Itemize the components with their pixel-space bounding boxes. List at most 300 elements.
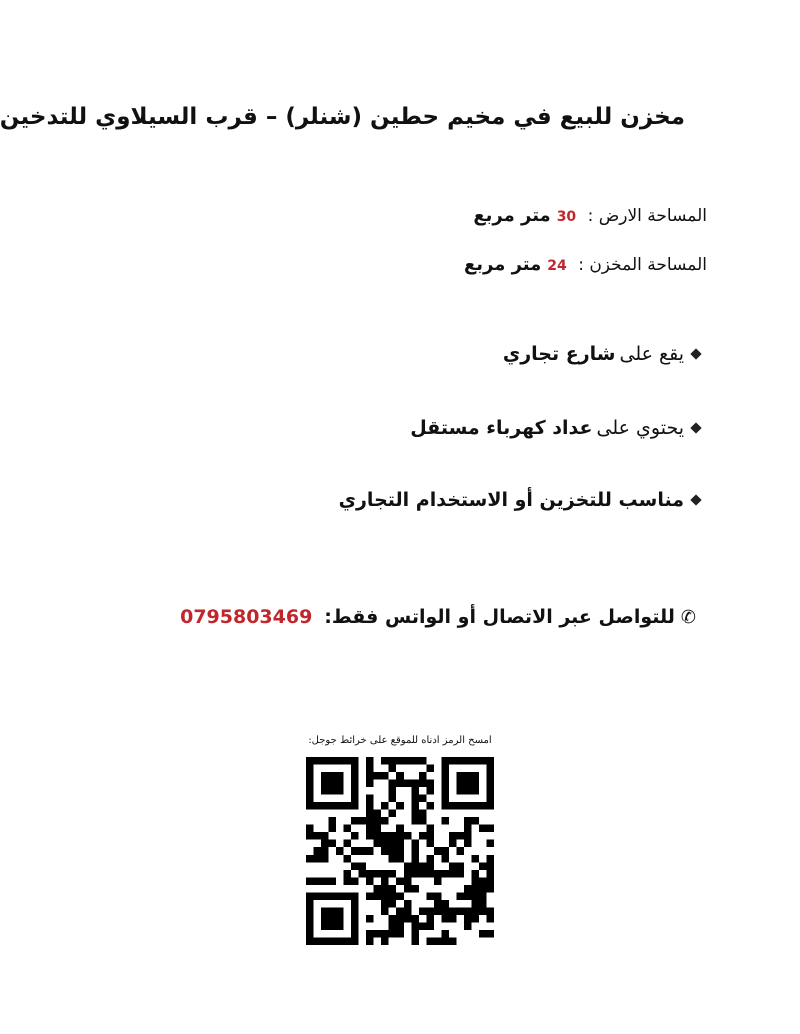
qr-module (471, 817, 479, 825)
qr-module (329, 907, 337, 915)
qr-module (426, 787, 434, 795)
qr-module (351, 832, 359, 840)
qr-module (351, 780, 359, 788)
qr-module (471, 772, 479, 780)
feature-text-bold: شارع تجاري (502, 343, 616, 365)
qr-module (336, 915, 344, 923)
qr-module (471, 885, 479, 893)
qr-module (426, 802, 434, 810)
qr-module (419, 795, 427, 803)
qr-module (411, 817, 419, 825)
qr-module (374, 832, 382, 840)
qr-module (314, 847, 322, 855)
qr-module (441, 847, 449, 855)
qr-module (381, 877, 389, 885)
qr-module (306, 930, 314, 938)
qr-module (374, 885, 382, 893)
spec-value: 24 (547, 258, 567, 274)
qr-module (314, 855, 322, 863)
qr-module (329, 802, 337, 810)
qr-module (396, 892, 404, 900)
qr-module (389, 915, 397, 923)
qr-module (359, 817, 367, 825)
qr-module (321, 802, 329, 810)
qr-module (389, 930, 397, 938)
qr-module (351, 757, 359, 765)
qr-module (434, 847, 442, 855)
qr-module (464, 892, 472, 900)
qr-module (366, 802, 374, 810)
qr-module (426, 862, 434, 870)
qr-module (396, 825, 404, 833)
qr-module (396, 802, 404, 810)
qr-module (329, 757, 337, 765)
qr-module (411, 930, 419, 938)
qr-module (464, 772, 472, 780)
qr-module (479, 802, 487, 810)
qr-module (434, 870, 442, 878)
qr-module (456, 772, 464, 780)
qr-module (374, 892, 382, 900)
qr-module (321, 772, 329, 780)
qr-module (389, 922, 397, 930)
qr-module (441, 802, 449, 810)
qr-module (449, 870, 457, 878)
qr-module (321, 757, 329, 765)
qr-module (471, 780, 479, 788)
qr-module (396, 757, 404, 765)
qr-module (441, 930, 449, 938)
qr-module (479, 885, 487, 893)
qr-module (486, 840, 494, 848)
qr-module (434, 937, 442, 945)
qr-module (336, 787, 344, 795)
qr-module (464, 817, 472, 825)
qr-module (336, 937, 344, 945)
qr-module (449, 937, 457, 945)
feature-text-bold: عداد كهرباء مستقل (410, 417, 593, 439)
qr-module (381, 892, 389, 900)
qr-module (389, 810, 397, 818)
qr-module (441, 780, 449, 788)
qr-module (351, 847, 359, 855)
qr-module (479, 892, 487, 900)
qr-module (306, 937, 314, 945)
qr-module (479, 757, 487, 765)
qr-module (344, 802, 352, 810)
qr-module (314, 937, 322, 945)
qr-module (306, 922, 314, 930)
diamond-bullet-icon (690, 348, 701, 359)
spec-label: المساحة المخزن : (578, 255, 707, 275)
qr-module (486, 772, 494, 780)
qr-module (456, 907, 464, 915)
qr-module (359, 862, 367, 870)
qr-module (486, 870, 494, 878)
qr-module (389, 847, 397, 855)
qr-module (411, 922, 419, 930)
qr-module (464, 825, 472, 833)
qr-module (306, 802, 314, 810)
qr-module (351, 817, 359, 825)
qr-module (471, 915, 479, 923)
qr-module (396, 907, 404, 915)
qr-module (389, 892, 397, 900)
qr-module (419, 862, 427, 870)
qr-module (464, 832, 472, 840)
qr-module (366, 780, 374, 788)
qr-module (381, 757, 389, 765)
qr-module (351, 802, 359, 810)
qr-module (456, 892, 464, 900)
qr-module (441, 900, 449, 908)
qr-module (486, 757, 494, 765)
qr-module (464, 787, 472, 795)
qr-module (381, 870, 389, 878)
qr-module (306, 832, 314, 840)
qr-module (411, 840, 419, 848)
qr-module (366, 870, 374, 878)
qr-module (329, 772, 337, 780)
qr-module (396, 780, 404, 788)
qr-module (314, 877, 322, 885)
qr-module (366, 817, 374, 825)
qr-module (381, 832, 389, 840)
qr-module (366, 795, 374, 803)
qr-module (404, 877, 412, 885)
qr-module (396, 840, 404, 848)
spec-value: 30 (556, 209, 577, 225)
qr-module (449, 907, 457, 915)
qr-module (396, 922, 404, 930)
qr-module (479, 930, 487, 938)
qr-module (471, 870, 479, 878)
qr-module (441, 772, 449, 780)
qr-module (306, 915, 314, 923)
qr-module (426, 870, 434, 878)
qr-module (366, 915, 374, 923)
qr-module (456, 780, 464, 788)
qr-module (471, 802, 479, 810)
qr-caption: امسح الرمز ادناه للموقع على خرائط جوجل: (308, 735, 492, 746)
qr-module (381, 847, 389, 855)
qr-module (366, 847, 374, 855)
diamond-bullet-icon (690, 494, 701, 505)
qr-module (381, 772, 389, 780)
qr-module (396, 847, 404, 855)
qr-module (389, 765, 397, 773)
spec-label: المساحة الارض : (587, 206, 707, 226)
qr-module (449, 915, 457, 923)
qr-module (389, 780, 397, 788)
qr-module (464, 757, 472, 765)
qr-module (336, 772, 344, 780)
qr-module (329, 915, 337, 923)
qr-module (344, 840, 352, 848)
qr-module (366, 810, 374, 818)
qr-module (456, 847, 464, 855)
qr-module (351, 892, 359, 900)
phone-icon: ✆ (680, 606, 696, 628)
qr-module (359, 870, 367, 878)
qr-module (366, 825, 374, 833)
qr-module (404, 832, 412, 840)
qr-module (389, 757, 397, 765)
qr-module (329, 825, 337, 833)
qr-module (441, 795, 449, 803)
qr-module (344, 757, 352, 765)
qr-module (306, 780, 314, 788)
qr-module (321, 937, 329, 945)
qr-module (404, 862, 412, 870)
qr-module (419, 922, 427, 930)
qr-module (434, 907, 442, 915)
qr-module (374, 817, 382, 825)
qr-module (486, 765, 494, 773)
qr-module (366, 892, 374, 900)
qr-module (426, 855, 434, 863)
qr-module (374, 825, 382, 833)
qr-module (396, 772, 404, 780)
qr-module (381, 937, 389, 945)
qr-module (464, 915, 472, 923)
qr-module (321, 840, 329, 848)
qr-module (389, 795, 397, 803)
qr-module (411, 937, 419, 945)
qr-module (411, 795, 419, 803)
qr-module (426, 922, 434, 930)
qr-module (479, 907, 487, 915)
qr-module (351, 765, 359, 773)
qr-module (321, 915, 329, 923)
qr-module (329, 892, 337, 900)
qr-module (351, 915, 359, 923)
qr-module (374, 870, 382, 878)
qr-module (366, 772, 374, 780)
qr-module (456, 802, 464, 810)
qr-module (321, 892, 329, 900)
qr-module (411, 810, 419, 818)
qr-module (329, 877, 337, 885)
qr-module (441, 765, 449, 773)
qr-module (389, 855, 397, 863)
qr-module (426, 907, 434, 915)
qr-module (366, 877, 374, 885)
qr-module (426, 840, 434, 848)
qr-module (486, 885, 494, 893)
qr-module (381, 885, 389, 893)
qr-module (479, 877, 487, 885)
qr-module (351, 900, 359, 908)
qr-module (411, 787, 419, 795)
qr-module (449, 840, 457, 848)
qr-module (306, 825, 314, 833)
qr-code[interactable] (306, 757, 494, 945)
feature-text-bold: مناسب للتخزين أو الاستخدام التجاري (338, 489, 684, 511)
qr-module (404, 870, 412, 878)
qr-module (419, 780, 427, 788)
qr-module (464, 885, 472, 893)
qr-module (419, 772, 427, 780)
qr-module (306, 855, 314, 863)
qr-module (456, 787, 464, 795)
qr-module (434, 900, 442, 908)
qr-module (351, 787, 359, 795)
qr-module (336, 922, 344, 930)
qr-module (404, 915, 412, 923)
qr-module (336, 757, 344, 765)
qr-module (381, 817, 389, 825)
feature-text-light: يحتوي على (596, 417, 684, 439)
qr-module (441, 817, 449, 825)
qr-module (411, 862, 419, 870)
qr-module (306, 892, 314, 900)
qr-module (411, 757, 419, 765)
qr-module (471, 900, 479, 908)
qr-module (344, 892, 352, 900)
qr-module (314, 802, 322, 810)
qr-module (404, 885, 412, 893)
feature-item (503, 343, 700, 365)
qr-module (449, 832, 457, 840)
qr-module (329, 840, 337, 848)
qr-module (426, 765, 434, 773)
qr-module (336, 847, 344, 855)
qr-module (366, 937, 374, 945)
qr-module (381, 930, 389, 938)
qr-module (411, 847, 419, 855)
qr-module (486, 780, 494, 788)
qr-module (479, 900, 487, 908)
qr-module (314, 832, 322, 840)
qr-module (374, 930, 382, 938)
qr-module (321, 787, 329, 795)
spec-unit: متر مربع (463, 254, 542, 275)
qr-module (329, 817, 337, 825)
qr-module (486, 930, 494, 938)
qr-module (359, 847, 367, 855)
qr-module (336, 802, 344, 810)
qr-module (321, 847, 329, 855)
qr-module (306, 787, 314, 795)
qr-module (374, 810, 382, 818)
qr-module (329, 922, 337, 930)
qr-module (374, 840, 382, 848)
qr-module (486, 907, 494, 915)
qr-module (419, 810, 427, 818)
qr-module (479, 862, 487, 870)
qr-module (411, 915, 419, 923)
qr-module (396, 832, 404, 840)
qr-module (426, 832, 434, 840)
qr-module (456, 832, 464, 840)
qr-module (486, 802, 494, 810)
qr-module (321, 877, 329, 885)
qr-module (336, 780, 344, 788)
qr-module (426, 915, 434, 923)
qr-module (306, 795, 314, 803)
qr-module (389, 840, 397, 848)
qr-module (344, 937, 352, 945)
qr-module (351, 907, 359, 915)
qr-module (396, 877, 404, 885)
qr-module (404, 757, 412, 765)
qr-module (396, 930, 404, 938)
feature-text-light: يقع على (619, 343, 684, 365)
qr-module (411, 802, 419, 810)
qr-module (351, 862, 359, 870)
qr-module (366, 757, 374, 765)
qr-module (419, 832, 427, 840)
qr-module (314, 892, 322, 900)
qr-module (351, 877, 359, 885)
qr-module (441, 787, 449, 795)
qr-module (321, 907, 329, 915)
qr-module (419, 870, 427, 878)
qr-module (434, 892, 442, 900)
qr-module (441, 915, 449, 923)
qr-module (321, 922, 329, 930)
spec-warehouse-area (464, 254, 707, 275)
qr-module (441, 870, 449, 878)
contact-label: للتواصل عبر الاتصال أو الواتس فقط: (324, 606, 675, 628)
qr-module (434, 877, 442, 885)
qr-module (344, 877, 352, 885)
spec-land-area (473, 205, 707, 226)
qr-module (366, 765, 374, 773)
qr-module (314, 757, 322, 765)
qr-module (411, 855, 419, 863)
qr-module (404, 900, 412, 908)
qr-module (479, 825, 487, 833)
qr-module (486, 855, 494, 863)
qr-module (486, 877, 494, 885)
spec-unit: متر مربع (473, 205, 551, 226)
qr-module (419, 907, 427, 915)
qr-module (389, 870, 397, 878)
qr-module (336, 892, 344, 900)
qr-module (411, 885, 419, 893)
qr-module (351, 922, 359, 930)
qr-module (306, 757, 314, 765)
qr-module (464, 907, 472, 915)
qr-module (374, 772, 382, 780)
qr-module (426, 937, 434, 945)
qr-module (351, 795, 359, 803)
qr-module (456, 757, 464, 765)
qr-module (441, 907, 449, 915)
qr-module (464, 922, 472, 930)
qr-module (366, 930, 374, 938)
qr-module (486, 795, 494, 803)
qr-module (389, 787, 397, 795)
qr-module (351, 937, 359, 945)
qr-module (321, 855, 329, 863)
qr-module (426, 825, 434, 833)
qr-module (471, 855, 479, 863)
phone-number-link[interactable]: 0795803469 (180, 606, 313, 628)
qr-module (404, 907, 412, 915)
qr-module (464, 780, 472, 788)
qr-module (344, 855, 352, 863)
qr-module (321, 832, 329, 840)
qr-module (456, 870, 464, 878)
qr-module (471, 907, 479, 915)
qr-module (449, 862, 457, 870)
qr-module (396, 915, 404, 923)
qr-module (381, 840, 389, 848)
qr-module (336, 907, 344, 915)
